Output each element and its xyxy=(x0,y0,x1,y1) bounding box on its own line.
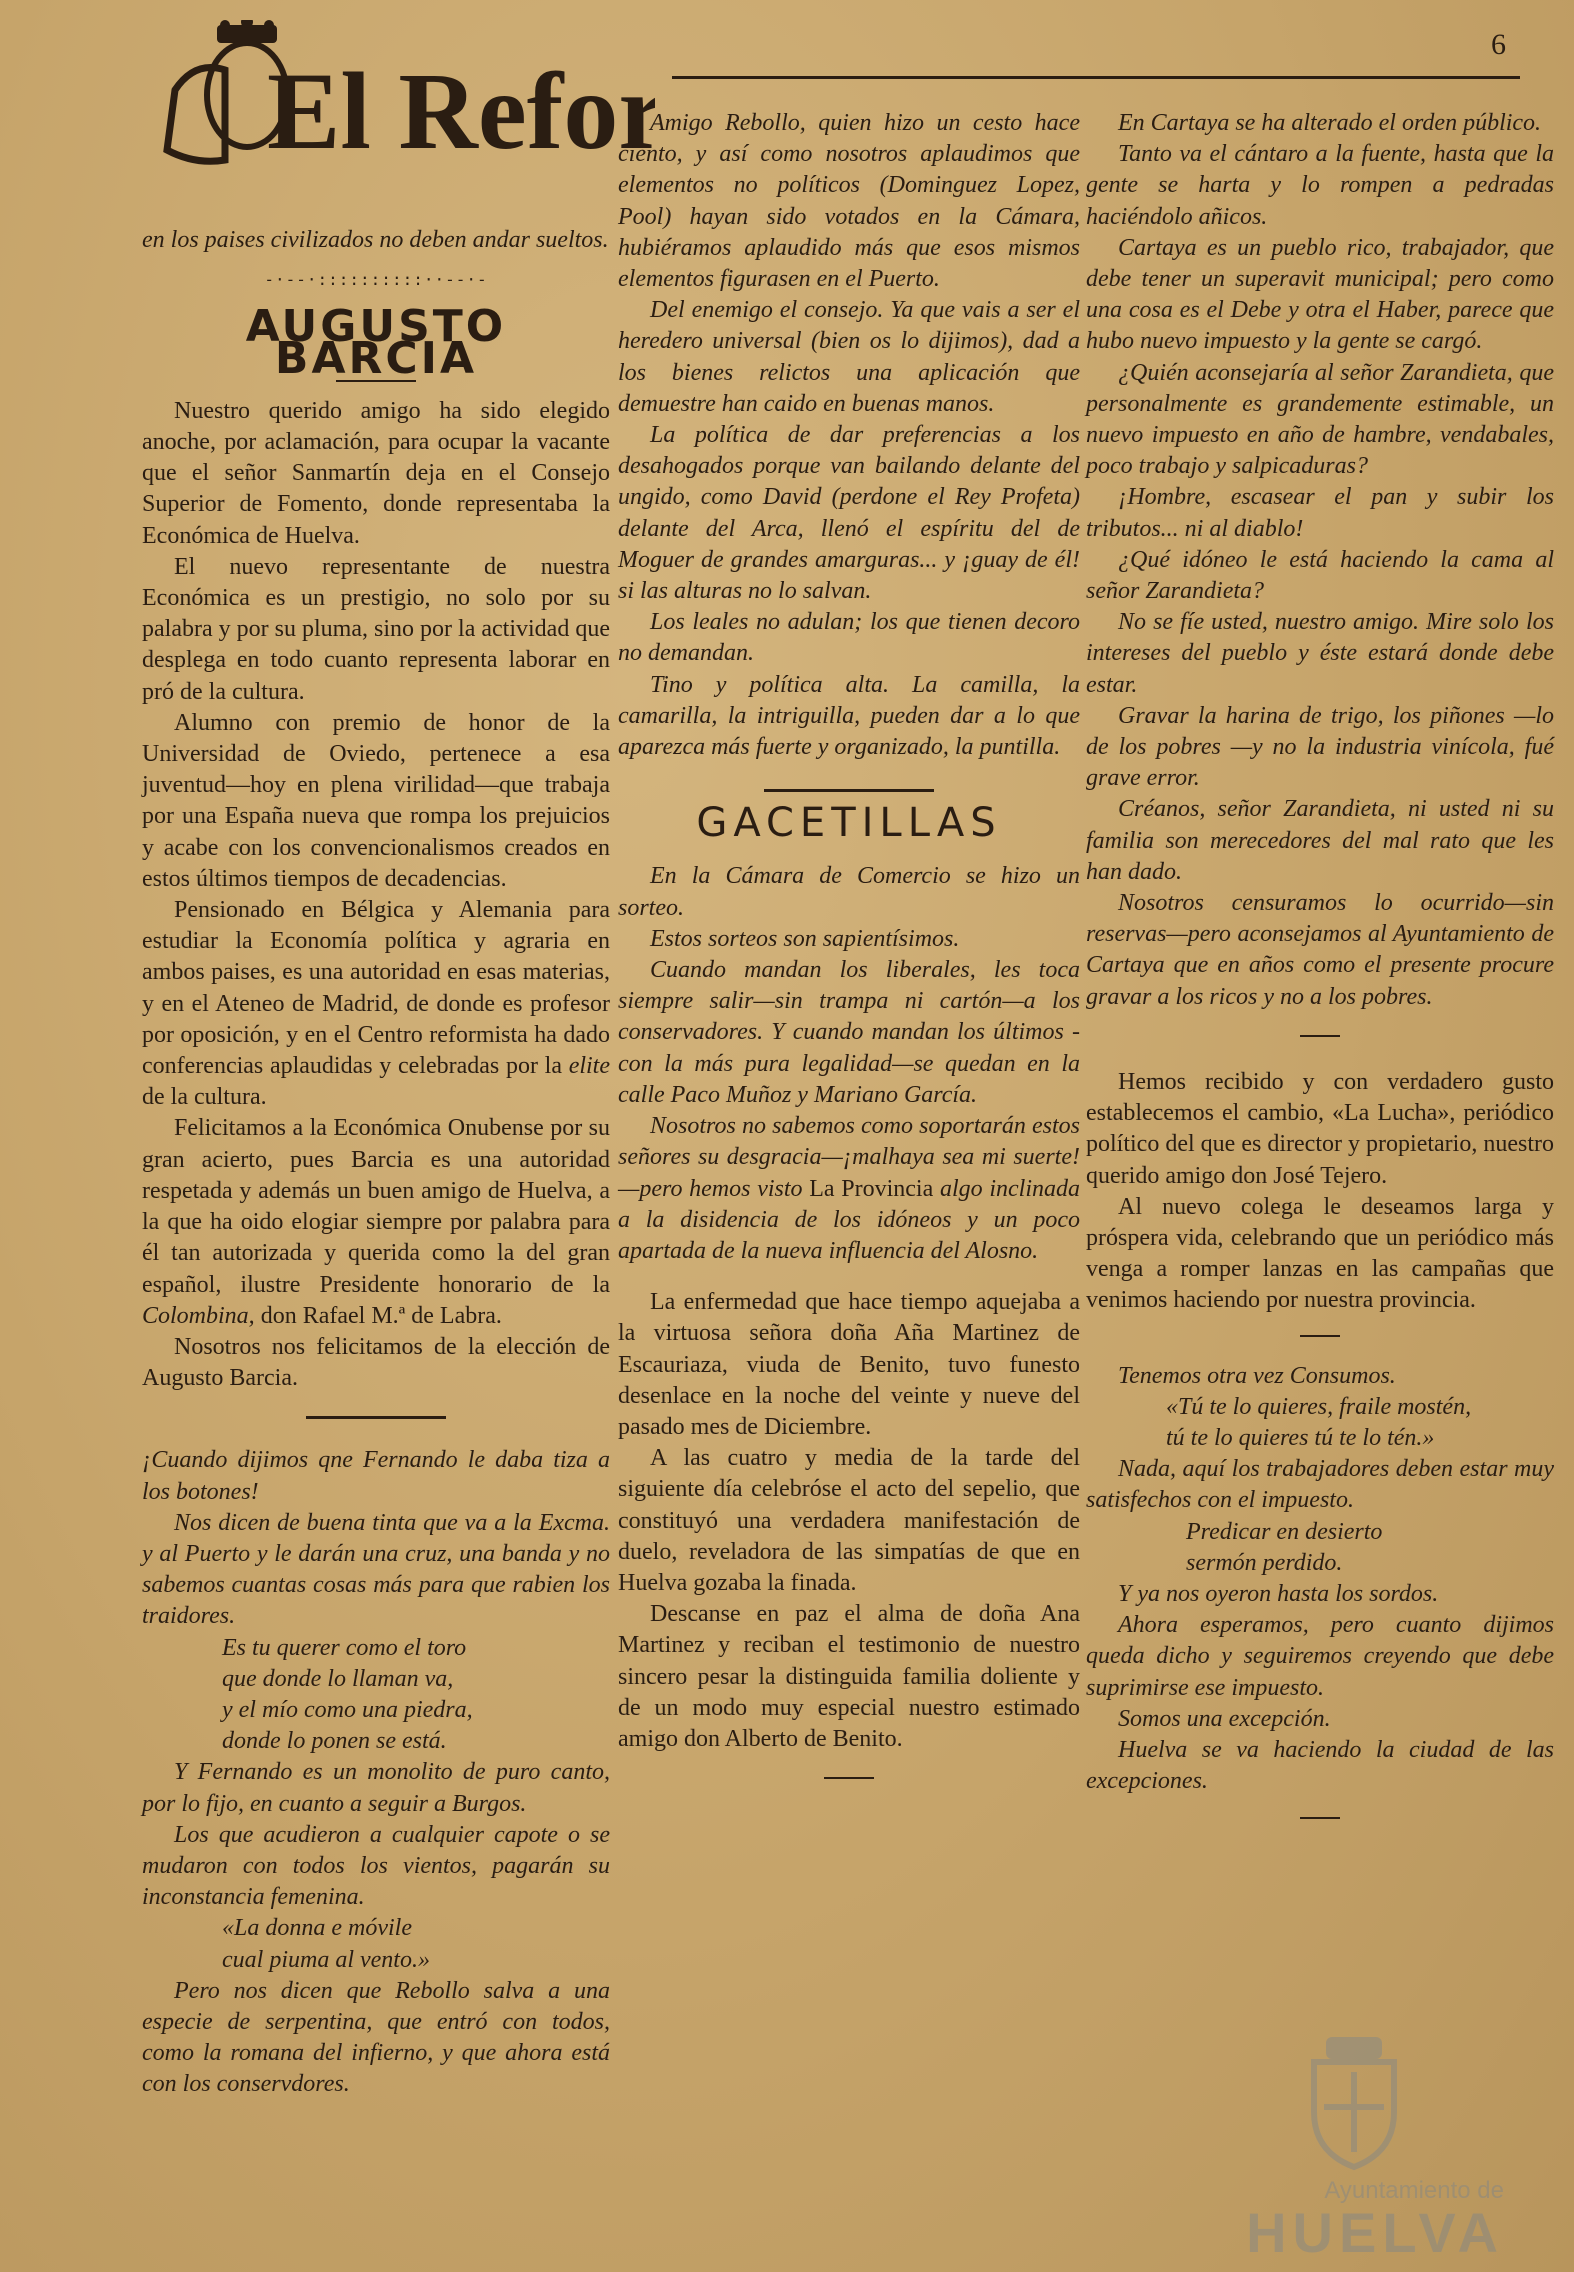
watermark-line-2: HUELVA xyxy=(1246,2201,1504,2264)
paragraph: Somos una excepción. xyxy=(1118,1705,1331,1732)
text-run: algo inclinada a la disidencia de los idóneos y un poco apartada de la nueva influencia del Alosno. xyxy=(618,1175,1081,1264)
paragraph: Cartaya es un pueblo rico, trabajador, que debe tener un superavit municipal; pero como una cosa es el Debe y otra el Haber, parece que hubo nuevo impuesto y la gente se cargó. xyxy=(1086,234,1554,355)
verse-line: Es tu querer como el toro xyxy=(222,1634,467,1661)
paragraph: Ahora esperamos, pero cuanto dijimos queda dicho y seguiremos creyendo que debe suprimirse ese impuesto. xyxy=(1086,1612,1554,1701)
paragraph: Estos sorteos son sapientísimos. xyxy=(650,925,960,952)
divider xyxy=(1300,1817,1340,1819)
divider xyxy=(1300,1035,1340,1037)
paragraph xyxy=(142,895,610,1113)
column-3 xyxy=(1086,108,1554,1839)
paragraph: ¡Hombre, escasear el pan y subir los tributos... ni al diablo! xyxy=(1086,484,1554,542)
paragraph: Amigo Rebollo, quien hizo un cesto hace ciento, y así como nosotros aplaudimos que elementos no políticos (Dominguez Lopez, Pool) hayan sido votados en la Cámara, hubiéramos aplaudido más que esos mismos elementos figurasen en el Puerto. xyxy=(618,110,1080,293)
verse-line: y el mío como una piedra, xyxy=(222,1696,473,1723)
masthead-crown-icon xyxy=(155,20,655,180)
paragraph: Y Fernando es un monolito de puro canto, por lo fijo, en cuanto a seguir a Burgos. xyxy=(142,1759,610,1817)
paragraph: Hemos recibido y con verdadero gusto establecemos el cambio, «La Lucha», periódico político del que es director y propietario, nuestro querido amigo don José Tejero. xyxy=(1086,1068,1554,1189)
paragraph: El nuevo representante de nuestra Económica es un prestigio, no solo por su palabra y por su pluma, sino por la actividad que desplega en todo cuanto representa laborar en pró de la cultura. xyxy=(142,553,610,705)
paragraph: Nada, aquí los trabajadores deben estar muy satisfechos con el impuesto. xyxy=(1086,1456,1554,1514)
verse-line: tú te lo quieres tú te lo tén.» xyxy=(1166,1424,1435,1451)
verse-line: que donde lo llaman va, xyxy=(222,1665,454,1692)
text-run: Felicitamos a la Económica Onubense por su gran acierto, pues Barcia es una autoridad respetada y además un buen amigo de Huelva, a la que ha oido elogiar siempre por palabra para él tan autorizada y querida como la del gran español, ilustre Presidente honorario de la xyxy=(142,1115,610,1298)
paragraph: Créanos, señor Zarandieta, ni usted ni su familia son merecedores del mal rato que les han dado. xyxy=(1086,796,1554,885)
divider xyxy=(1300,1335,1340,1337)
verse-line: «Tú te lo quieres, fraile mostén, xyxy=(1166,1393,1472,1420)
page-number: 6 xyxy=(1491,28,1506,61)
paragraph: La política de dar preferencias a los desahogados porque van bailando delante del ungido, como David (perdone el Rey Profeta) delante del Arca, llenó el espíritu del de Moguer de grandes amarguras... y ¡guay de él! si las alturas no lo salvan. xyxy=(618,422,1080,605)
column-1 xyxy=(142,225,610,2101)
verse-line: sermón perdido. xyxy=(1186,1549,1343,1576)
paragraph xyxy=(142,1113,610,1331)
paragraph: Descanse en paz el alma de doña Ana Martinez y reciban el testimonio de nuestro sincero pesar la distinguida familia doliente y de un modo muy especial nuestro estimado amigo don Alberto de Benito. xyxy=(618,1601,1080,1752)
paragraph: Nosotros nos felicitamos de la elección de Augusto Barcia. xyxy=(142,1333,610,1392)
text-run: Nosotros no sabemos como soportarán estos señores su desgracia—¡malhaya sea mi suerte!—pero hemos visto xyxy=(618,1113,1080,1202)
masthead-title: El Refor xyxy=(267,50,655,172)
top-rule xyxy=(672,76,1520,79)
heading-gacetillas: GACETILLAS xyxy=(696,800,1002,847)
text-run: de la cultura. xyxy=(142,1084,267,1111)
text-run: Colombina, xyxy=(142,1302,255,1329)
paragraph: En Cartaya se ha alterado el orden público. xyxy=(1118,110,1542,136)
paragraph: Y ya nos oyeron hasta los sordos. xyxy=(1118,1580,1439,1607)
text-run: elite xyxy=(568,1053,610,1080)
paragraph: ¿Quién aconsejaría al señor Zarandieta, que personalmente es grandemente estimable, un nuevo impuesto en año de hambre, vendabales, poco trabajo y salpicaduras? xyxy=(1086,359,1554,480)
paragraph: A las cuatro y media de la tarde del siguiente día celebróse el acto del sepelio, que constituyó una verdadera manifestación de duelo, reveladora de las simpatías de que en Huelva gozaba la finada. xyxy=(618,1445,1080,1596)
verse-line: donde lo ponen se está. xyxy=(222,1728,447,1755)
paragraph: Del enemigo el consejo. Ya que vais a ser el heredero universal (bien os lo dijimos), dad a los bienes relictos una aplicación que demuestre han caido en buenas manos. xyxy=(618,297,1080,417)
paragraph: ¿Qué idóneo le está haciendo la cama al señor Zarandieta? xyxy=(1086,546,1554,605)
paragraph: Alumno con premio de honor de la Universidad de Oviedo, pertenece a esa juventud—hoy en plena virilidad—que trabaja por una España nueva que rompa los prejuicios y acabe con los convencionalismos creados en estos últimos tiempos de decadencias. xyxy=(142,709,610,892)
ornament-rule: -·--·::::::::::··--·- xyxy=(264,270,488,290)
divider xyxy=(764,789,934,792)
paragraph: En la Cámara de Comercio se hizo un sorteo. xyxy=(618,863,1080,921)
divider xyxy=(306,1416,446,1419)
paragraph: Gravar la harina de trigo, los piñones —lo de los pobres —y no la industria vinícola, fué grave error. xyxy=(1086,702,1554,792)
lead-paragraph: en los paises civilizados no deben andar sueltos. xyxy=(142,227,609,253)
text-run: La Provincia xyxy=(809,1175,934,1202)
paragraph: Tenemos otra vez Consumos. xyxy=(1118,1362,1396,1389)
text-run: don Rafael M.ª de Labra. xyxy=(254,1302,502,1329)
paragraph: Nosotros censuramos lo ocurrido—sin reservas—pero aconsejamos al Ayuntamiento de Cartaya que en años como el presente procure gravar a los ricos y no a los pobres. xyxy=(1086,890,1554,1010)
paragraph: Cuando mandan los liberales, les toca siempre salir—sin trampa ni cartón—a los conservadores. Y cuando mandan los últimos - con la más pura legalidad—se quedan en la calle Paco Muñoz y Mariano García. xyxy=(618,957,1080,1108)
verse-line: Predicar en desierto xyxy=(1186,1518,1383,1545)
paragraph: Los leales no adulan; los que tienen decoro no demandan. xyxy=(618,609,1080,667)
paragraph: Los que acudieron a cualquier capote o se mudaron con todos los vientos, pagarán su inconstancia femenina. xyxy=(142,1821,610,1911)
masthead-logo xyxy=(155,20,655,180)
verse-line: cual piuma al vento.» xyxy=(222,1946,430,1973)
paragraph: Al nuevo colega le deseamos larga y próspera vida, celebrando que un periódico más venga a romper lanzas en las campañas que venimos haciendo por nuestra provincia. xyxy=(1086,1193,1554,1314)
watermark-line-1: Ayuntamiento de xyxy=(1324,2177,1504,2204)
paragraph: Nuestro querido amigo ha sido elegido anoche, por aclamación, para ocupar la vacante que el señor Sanmartín deja en el Consejo Superior de Fomento, donde representaba la Económica de Huelva. xyxy=(142,397,610,549)
text-run: Pensionado en Bélgica y Alemania para estudiar la Economía política y agraria en ambos paises, es una autoridad en esas materias, y en el Ateneo de Madrid, de donde es profesor por oposición, y en el Centro reformista ha dado conferencias aplaudidas y celebradas por la xyxy=(142,897,610,1080)
paragraph: No se fíe usted, nuestro amigo. Mire solo los intereses del pueblo y éste estará donde debe estar. xyxy=(1086,609,1554,698)
coat-of-arms-icon xyxy=(1294,2032,1414,2172)
paragraph: Pero nos dicen que Rebollo salva a una especie de serpentina, que entró con todos, como la romana del infierno, y que ahora está con los conservdores. xyxy=(142,1977,610,2098)
paragraph: Huelva se va haciendo la ciudad de las excepciones. xyxy=(1086,1736,1554,1795)
paragraph: Tino y política alta. La camilla, la camarilla, la intriguilla, pueden dar a lo que aparezca más fuerte y organizado, la puntilla. xyxy=(618,671,1080,761)
paragraph: ¡Cuando dijimos qne Fernando le daba tiza a los botones! xyxy=(142,1447,610,1505)
watermark-huelva xyxy=(1204,2032,1504,2264)
paragraph: Nos dicen de buena tinta que va a la Excma. y al Puerto y le darán una cruz, una banda y no sabemos cuantas cosas más para que rabien los traidores. xyxy=(142,1509,610,1630)
column-2 xyxy=(618,108,1080,1801)
verse-line: «La donna e móvile xyxy=(222,1915,412,1942)
divider xyxy=(824,1777,874,1779)
paragraph xyxy=(618,1111,1080,1267)
paragraph: Tanto va el cántaro a la fuente, hasta que la gente se harta y lo rompen a pedradas haciéndolo añicos. xyxy=(1086,141,1554,230)
heading-augusto-barcia: AUGUSTO BARCIA xyxy=(245,301,507,384)
paragraph: La enfermedad que hace tiempo aquejaba a la virtuosa señora doña Aña Martinez de Escauriaza, viuda de Benito, tuvo funesto desenlace en la noche del veinte y nueve del pasado mes de Diciembre. xyxy=(618,1289,1080,1440)
